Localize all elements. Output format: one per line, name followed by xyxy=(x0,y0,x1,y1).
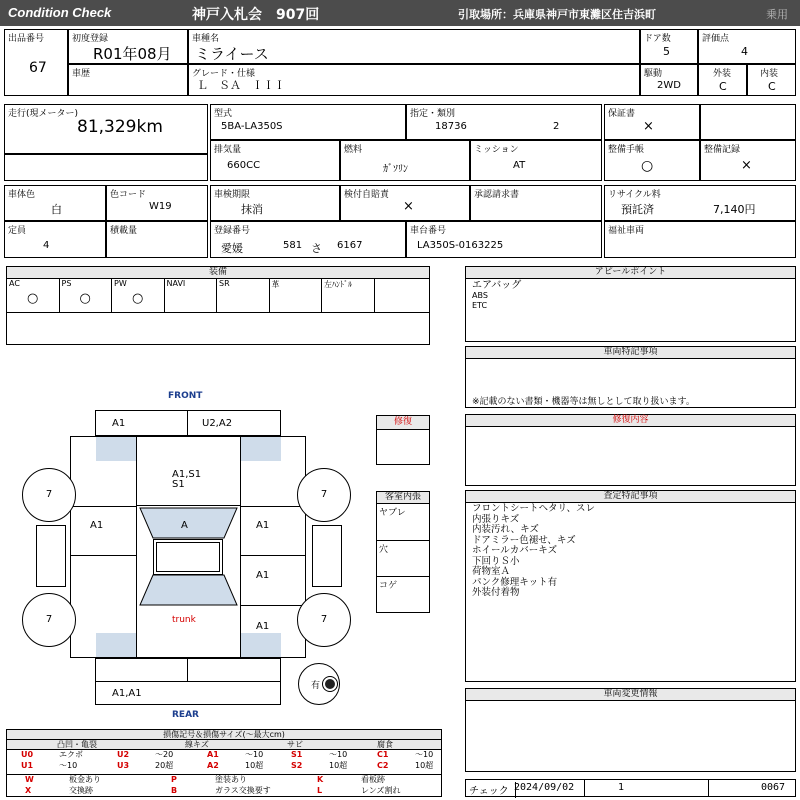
inspection-note-line: 下回りＳ小 xyxy=(472,555,520,567)
warranty-value: × xyxy=(643,119,654,134)
recycle-fee: 7,140円 xyxy=(713,203,756,216)
legend-groups xyxy=(7,740,441,750)
mileage-value: 81,329km xyxy=(77,117,163,137)
legend-text: 〜20 xyxy=(155,750,174,759)
left-front-line xyxy=(70,506,136,507)
rear-left-fender xyxy=(96,633,136,657)
equipment-row xyxy=(7,279,429,312)
inspection-lines xyxy=(466,503,795,600)
legend-other xyxy=(7,774,441,796)
legend-code: U2 xyxy=(117,750,130,759)
welfare-label: 福祉車両 xyxy=(608,226,645,236)
recycle-label: リサイクル料 xyxy=(608,190,661,200)
legend-title: 損傷記号＆損傷サイズ(〜最大cm) xyxy=(7,730,441,740)
equipment-item xyxy=(270,279,323,312)
doors-cell xyxy=(640,29,698,64)
front-left-fender xyxy=(96,437,136,461)
equipment-item-label: 革 xyxy=(271,280,280,289)
repair-content-panel xyxy=(465,414,796,486)
doors-label: ドア数 xyxy=(644,34,671,44)
special-panel xyxy=(465,346,796,408)
front-bumper xyxy=(95,410,281,436)
load-label: 積載量 xyxy=(110,226,138,236)
legend-code: S2 xyxy=(291,761,303,770)
inspection-note-line: パンク修理キット有 xyxy=(472,576,558,588)
drive-value: 2WD xyxy=(657,80,681,91)
color-cell xyxy=(4,185,106,221)
equipment-item xyxy=(7,279,60,312)
legend-other-code: K xyxy=(317,775,324,784)
ext-label: 外装 xyxy=(713,69,732,79)
interior-item xyxy=(377,504,429,540)
welfare-cell xyxy=(604,221,796,258)
plate-label: 登録番号 xyxy=(214,226,251,236)
special-title: 車両特記事項 xyxy=(466,347,795,359)
mark-front-right: U2,A2 xyxy=(202,418,233,429)
manual-value: ○ xyxy=(641,158,654,174)
inspection-note-line: 荷物室Ａ xyxy=(472,566,511,577)
inspection-note-line: ドアミラー色褪せ、キズ xyxy=(472,534,576,546)
equipment-item xyxy=(165,279,218,312)
header-category: 乗用 xyxy=(766,8,788,21)
legend-text: 20超 xyxy=(155,761,174,770)
repair-content-title: 修復内容 xyxy=(466,415,795,427)
record-label: 整備記録 xyxy=(704,145,741,155)
equipment-item xyxy=(60,279,113,312)
name-label: 車種名 xyxy=(192,34,220,44)
grade-value: Ｌ ＳＡ ＩＩＩ xyxy=(197,79,285,92)
legend-other-text: 交換跡 xyxy=(69,786,93,795)
front-right-fender xyxy=(241,437,281,461)
first-reg-label: 初度登録 xyxy=(72,34,109,44)
check-code: 0067 xyxy=(761,782,786,793)
damage-diagram xyxy=(0,385,440,725)
legend-other-text: ガラス交換要す xyxy=(215,786,271,795)
legend-code: A1 xyxy=(207,750,219,759)
inspection-value: 抹消 xyxy=(241,203,263,216)
interior-item-label: 穴 xyxy=(379,545,389,555)
equipment-blank-row xyxy=(7,312,429,344)
legend-text: 10超 xyxy=(329,761,348,770)
repair-box xyxy=(376,415,430,465)
interior-item xyxy=(377,576,429,612)
legend-other-text: レンズ割れ xyxy=(361,786,401,795)
approval-cell xyxy=(470,185,602,221)
int-cell xyxy=(747,64,796,96)
grade-cell xyxy=(188,64,640,96)
score-label: 評価点 xyxy=(702,34,730,44)
equipment-item xyxy=(217,279,270,312)
legend-text: 〜10 xyxy=(415,750,434,759)
repair-label: 修復 xyxy=(377,416,429,430)
color-label: 車体色 xyxy=(8,190,36,200)
equipment-item xyxy=(322,279,375,312)
trunk-label: trunk xyxy=(172,615,196,625)
rear-label: REAR xyxy=(172,710,199,720)
mark-left-front-door: A1 xyxy=(90,520,104,531)
score-cell xyxy=(698,29,796,64)
capacity-cell xyxy=(4,221,106,258)
drive-cell xyxy=(640,64,698,96)
inspection-note-line: 内張りキズ xyxy=(472,513,520,525)
lot-label: 出品番号 xyxy=(8,34,45,44)
legend-code: U1 xyxy=(21,761,34,770)
rear-right-fender xyxy=(241,633,281,657)
interior-item xyxy=(377,540,429,576)
right-line xyxy=(240,436,241,658)
mark-right-rear-quarter: A1 xyxy=(256,621,270,632)
plate-kana: さ xyxy=(311,242,322,255)
inspection-notes-panel xyxy=(465,490,796,682)
color-code-value: W19 xyxy=(149,201,172,212)
first-reg-value: R01年08月 xyxy=(93,45,172,63)
rear-glass xyxy=(136,573,241,608)
right-mirror xyxy=(312,525,342,587)
appeal-panel xyxy=(465,266,796,342)
legend-group: 線キズ xyxy=(185,740,209,749)
legend-text: 10超 xyxy=(245,761,264,770)
color-value: 白 xyxy=(51,203,62,216)
right-rear-line xyxy=(241,605,306,606)
windshield xyxy=(136,506,241,541)
fuel-cell xyxy=(340,140,470,181)
warranty-blank xyxy=(700,104,796,140)
equipment-panel xyxy=(6,266,430,345)
inspection-notes-title: 査定特記事項 xyxy=(466,491,795,503)
header-auction: 神戸入札会 907回 xyxy=(192,7,320,23)
insurance-value: × xyxy=(403,199,414,214)
equipment-item-label: NAVI xyxy=(166,279,186,288)
wheel-front-right: 7 xyxy=(297,468,351,522)
legend-other-code: X xyxy=(25,786,32,795)
header-bar xyxy=(0,0,800,26)
mileage-blank xyxy=(4,154,208,181)
wheel-rear-right: 7 xyxy=(297,593,351,647)
check-date: 2024/09/02 xyxy=(514,782,575,793)
recycle-status: 預託済 xyxy=(621,203,654,216)
spare-tire-label: 有 xyxy=(311,681,321,691)
capacity-label: 定員 xyxy=(8,226,27,236)
spare-tire-icon xyxy=(323,677,337,691)
legend-text: 〜10 xyxy=(245,750,264,759)
fuel-value: ｶﾞｿﾘﾝ xyxy=(383,164,408,175)
mileage-cell xyxy=(4,104,208,154)
color-code-label: 色コード xyxy=(110,190,147,200)
cc-cell xyxy=(210,140,340,181)
equipment-item-mark: ○ xyxy=(132,291,144,306)
legend-code: S1 xyxy=(291,750,303,759)
legend-other-text: 板金あり xyxy=(69,775,101,784)
model-value: 5BA-LA350S xyxy=(221,121,283,132)
left-mid-line xyxy=(70,555,136,556)
record-value: × xyxy=(741,158,752,173)
special-note: ※記載のない書類・機器等は無しとして取り扱います。 xyxy=(472,397,695,407)
model-label: 型式 xyxy=(214,109,233,119)
trans-value: AT xyxy=(513,160,526,171)
grade-label: グレード・仕様 xyxy=(192,69,256,79)
legend-rows xyxy=(7,750,441,772)
legend-group: 腐食 xyxy=(377,740,393,749)
legend-text: 〜10 xyxy=(59,761,78,770)
fuel-label: 燃料 xyxy=(344,145,363,155)
wheel-rear-left: 7 xyxy=(22,593,76,647)
legend-other-code: W xyxy=(25,775,34,784)
record-cell xyxy=(700,140,796,181)
recycle-cell xyxy=(604,185,796,221)
drive-label: 駆動 xyxy=(644,69,663,79)
legend-code: U3 xyxy=(117,761,130,770)
left-mirror xyxy=(36,525,66,587)
equipment-title: 装備 xyxy=(7,267,429,279)
mark-right-rear-door: A1 xyxy=(256,570,270,581)
insurance-label: 検付自賠責 xyxy=(344,190,390,200)
class-number: 2 xyxy=(553,121,560,132)
inspection-label: 車検期限 xyxy=(214,190,251,200)
check-bar xyxy=(465,779,796,797)
legend-text: 10超 xyxy=(415,761,434,770)
lot-number: 67 xyxy=(29,60,47,76)
change-info-panel xyxy=(465,688,796,772)
manual-cell xyxy=(604,140,700,181)
spec-cell xyxy=(406,104,602,140)
history-cell xyxy=(68,64,188,96)
cc-value: 660CC xyxy=(227,160,261,171)
rear-bumper xyxy=(95,658,281,705)
chassis-value: LA350S-0163225 xyxy=(417,240,504,251)
legend-group: サビ xyxy=(287,740,303,749)
warranty-label: 保証書 xyxy=(608,109,636,119)
spare-tire xyxy=(298,663,340,705)
capacity-value: 4 xyxy=(43,240,50,251)
int-value: C xyxy=(768,80,776,93)
equipment-item-label: SR xyxy=(219,279,230,288)
model-cell xyxy=(210,104,406,140)
appeal-line: エアバッグ xyxy=(472,280,522,291)
lot-cell xyxy=(4,29,68,96)
color-code-cell xyxy=(106,185,208,221)
roof-inner xyxy=(156,542,220,572)
car-name: ミライース xyxy=(195,45,269,63)
cc-label: 排気量 xyxy=(214,145,242,155)
int-label: 内装 xyxy=(760,69,779,79)
chassis-label: 車台番号 xyxy=(410,226,447,236)
interior-item-label: ヤブレ xyxy=(379,508,406,518)
legend-other-code: L xyxy=(317,786,323,795)
equipment-item-label: PS xyxy=(61,279,72,288)
plate-class: 581 xyxy=(283,240,303,251)
approval-label: 承認請求書 xyxy=(474,190,520,200)
legend-other-text: 看板跡 xyxy=(361,775,385,784)
spec-number: 18736 xyxy=(435,121,467,132)
equipment-item-label: 左ﾊﾝﾄﾞﾙ xyxy=(324,280,352,289)
trans-label: ミッション xyxy=(474,145,519,155)
appeal-lines xyxy=(466,279,795,313)
warranty-cell xyxy=(604,104,700,140)
interior-item-label: コゲ xyxy=(379,581,398,591)
header-title: Condition Check xyxy=(8,5,112,20)
inspection-note-line: 外装付着物 xyxy=(472,587,520,598)
legend-other-text: 塗装あり xyxy=(215,775,247,784)
spec-label: 指定・類別 xyxy=(410,109,456,119)
ext-value: C xyxy=(719,80,727,93)
inspection-cell xyxy=(210,185,340,221)
legend-code: U0 xyxy=(21,750,34,759)
mark-front-left: A1 xyxy=(112,418,126,429)
history-label: 車歴 xyxy=(72,69,91,79)
legend-group: 凸凹・亀裂 xyxy=(57,740,97,749)
first-reg-cell xyxy=(68,29,188,64)
interior-label: 客室内張 xyxy=(377,492,429,504)
mark-hood: A1,S1 xyxy=(172,469,202,480)
legend-code: A2 xyxy=(207,761,219,770)
name-cell xyxy=(188,29,640,64)
equipment-item-label: AC xyxy=(9,279,20,288)
legend-panel xyxy=(6,729,442,797)
legend-text: エクボ xyxy=(59,750,83,759)
equipment-item xyxy=(112,279,165,312)
chassis-cell xyxy=(406,221,602,258)
plate-number: 6167 xyxy=(337,240,363,251)
inspection-note-line: フロントシートヘタリ、スレ xyxy=(472,503,596,514)
mileage-label: 走行(現メーター) xyxy=(8,109,79,119)
score-value: 4 xyxy=(741,45,748,58)
appeal-line: ETC xyxy=(472,301,488,310)
insurance-cell xyxy=(340,185,470,221)
check-num: 1 xyxy=(618,782,625,793)
legend-text: 〜10 xyxy=(329,750,348,759)
front-label: FRONT xyxy=(168,391,203,401)
appeal-title: アピールポイント xyxy=(466,267,795,279)
legend-other-code: P xyxy=(171,775,177,784)
equipment-item-mark: ○ xyxy=(27,291,39,306)
check-label: チェック xyxy=(469,782,516,798)
legend-code: C1 xyxy=(377,750,389,759)
mark-windshield: A xyxy=(181,520,188,531)
equipment-item-mark: ○ xyxy=(79,291,91,306)
trans-cell xyxy=(470,140,602,181)
change-info-title: 車両変更情報 xyxy=(466,689,795,701)
header-pickup: 引取場所：兵庫県神戸市東灘区住吉浜町 xyxy=(458,8,656,21)
inspection-note-line: 内装汚れ、キズ xyxy=(472,524,539,535)
plate-pref: 愛媛 xyxy=(221,242,243,255)
inspection-note-line: ホイールカバーキズ xyxy=(472,545,558,556)
right-mid-line xyxy=(241,555,306,556)
manual-label: 整備手帳 xyxy=(608,145,645,155)
legend-other-code: B xyxy=(171,786,178,795)
left-line xyxy=(136,436,137,658)
wheel-front-left: 7 xyxy=(22,468,76,522)
ext-cell xyxy=(698,64,747,96)
mark-right-front-door: A1 xyxy=(256,520,270,531)
right-front-line xyxy=(241,506,306,507)
mark-hood-2: S1 xyxy=(172,479,185,490)
legend-code: C2 xyxy=(377,761,389,770)
plate-cell xyxy=(210,221,406,258)
mark-rear-bumper: A1,A1 xyxy=(112,688,142,699)
appeal-line: ABS xyxy=(472,291,488,300)
load-cell xyxy=(106,221,208,258)
interior-box xyxy=(376,491,430,613)
equipment-item-label: PW xyxy=(114,279,127,288)
doors-value: 5 xyxy=(663,45,670,58)
